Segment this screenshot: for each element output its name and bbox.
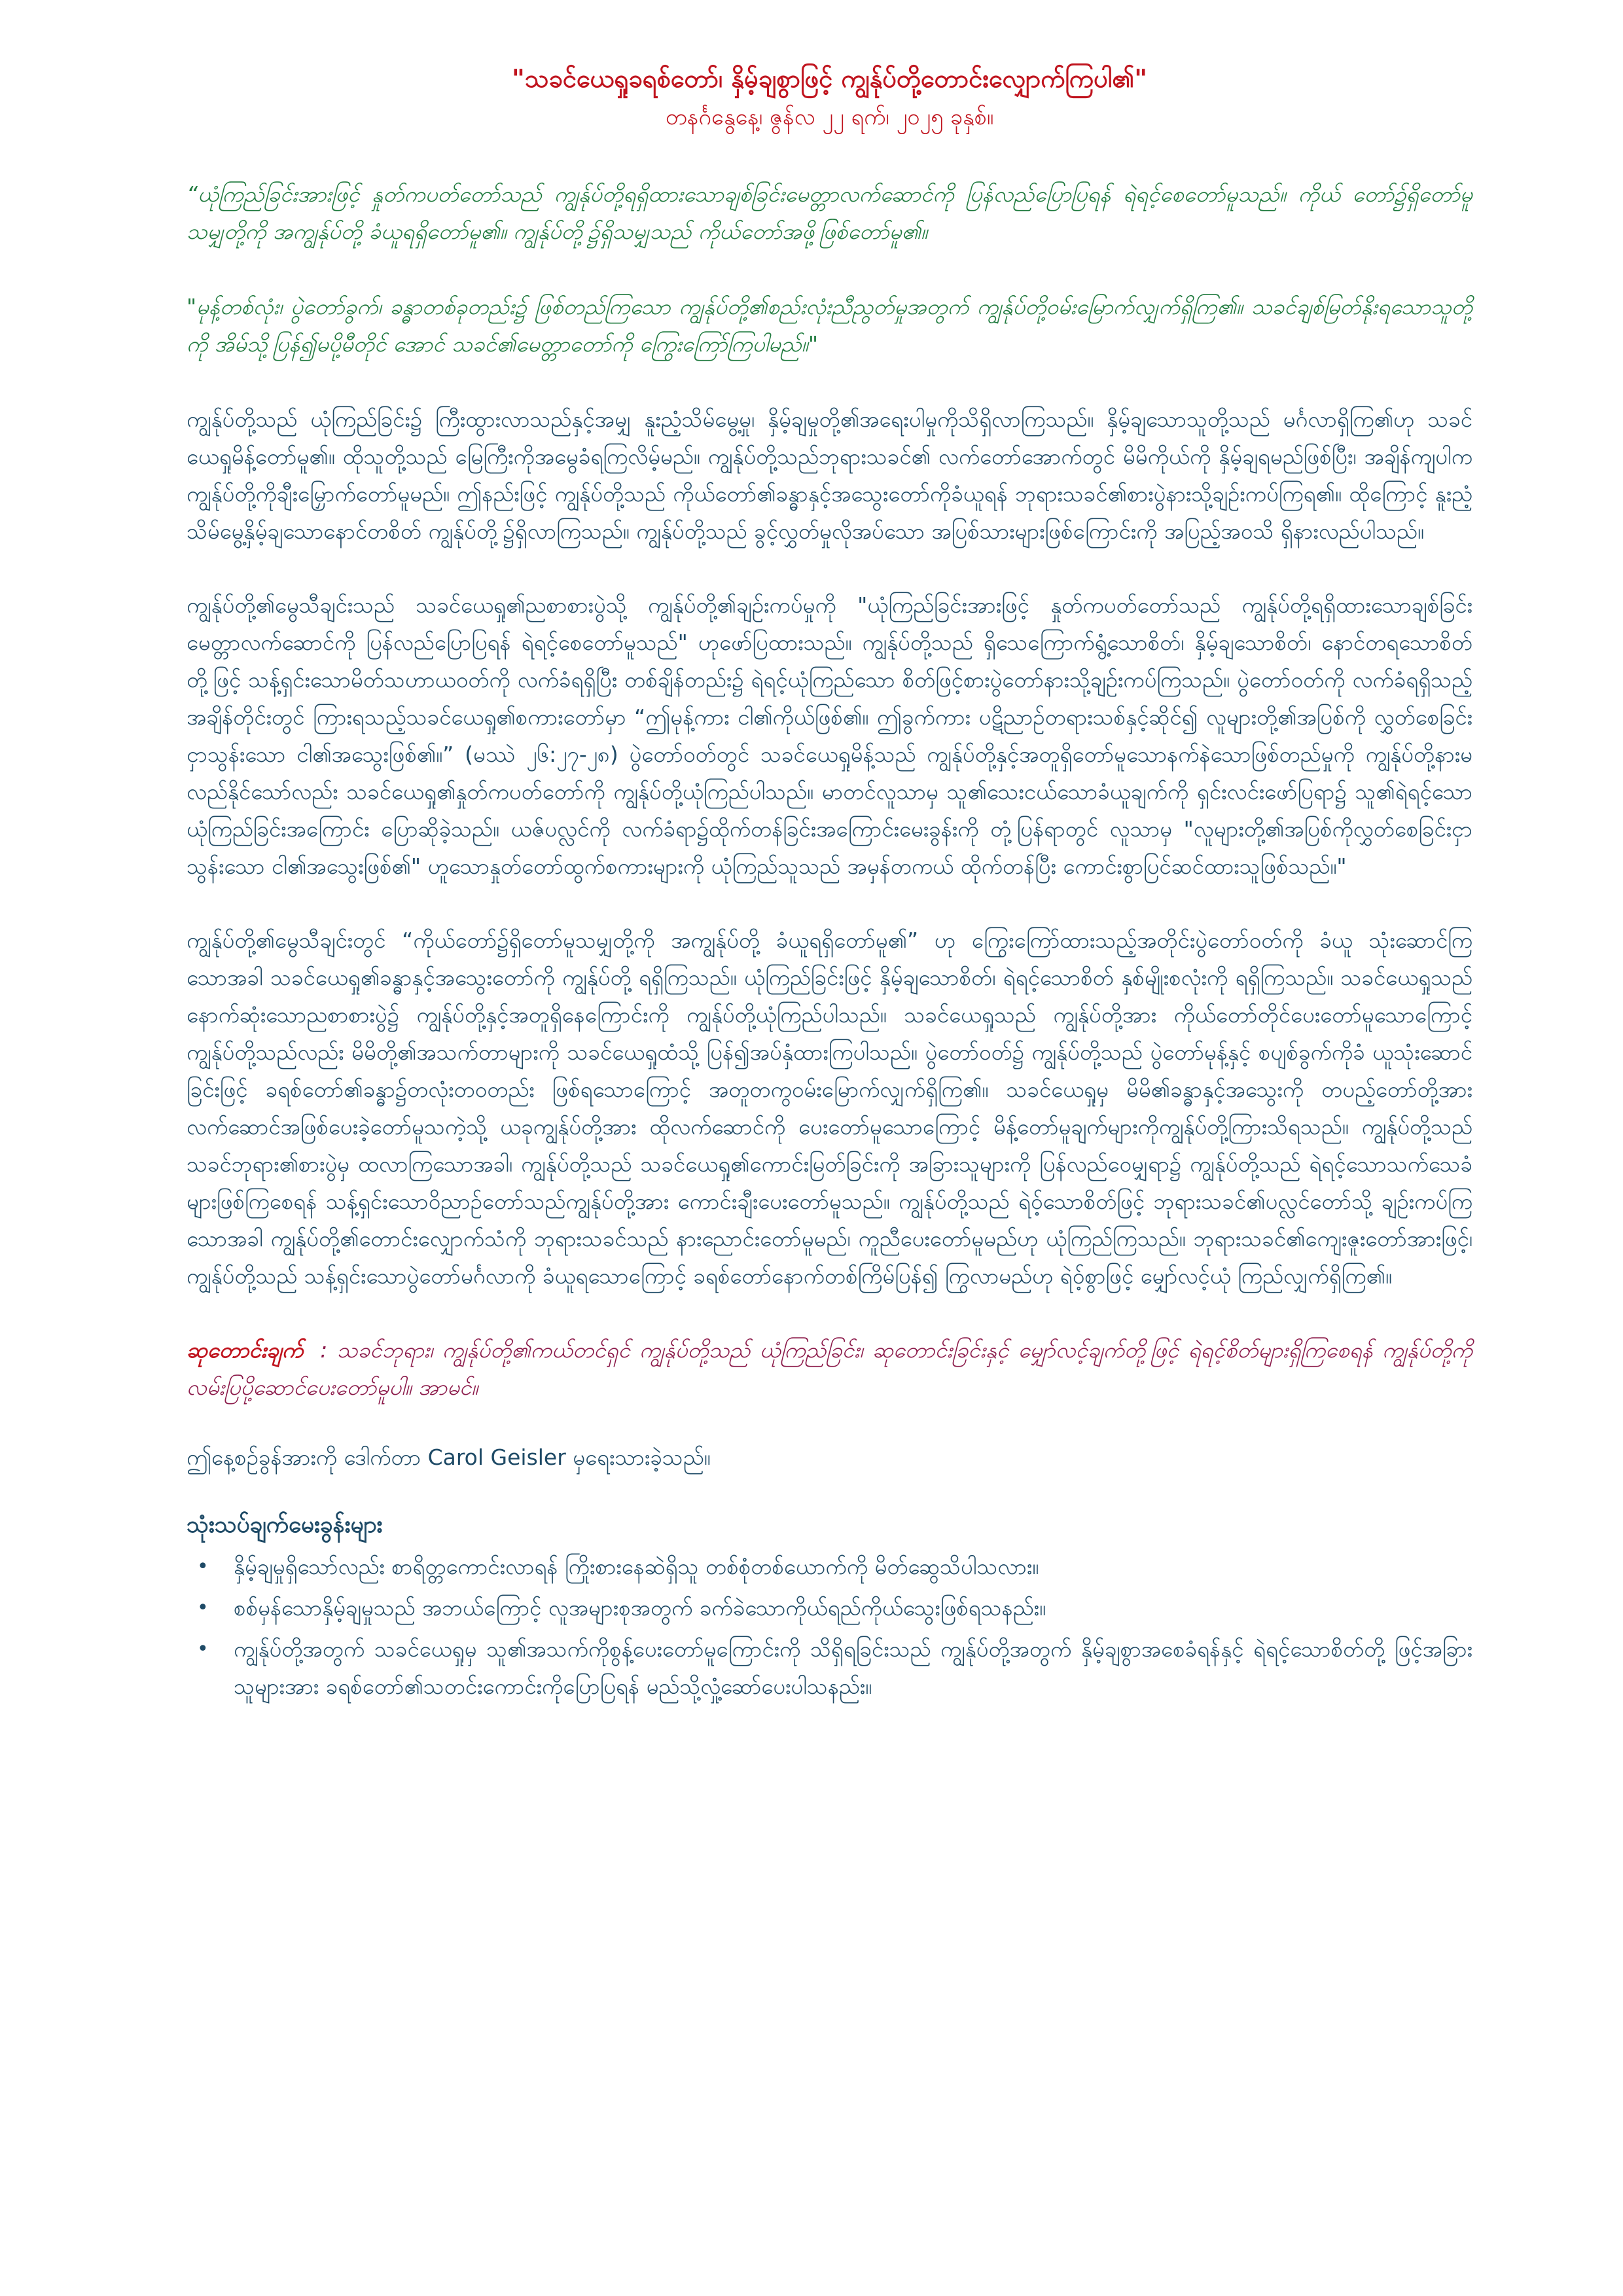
question-text: စစ်မှန်သောနှိမ့်ချမှုသည် အဘယ်ကြောင့် လူအများစုအတွက် ခက်ခဲသောကိုယ်ရည်ကိုယ်သွေးဖြစ်ရသနည်း။ bbox=[234, 1595, 1046, 1621]
bullet-icon: • bbox=[197, 1555, 209, 1578]
body-paragraph: ကျွန်ုပ်တို့သည် ယုံကြည်ခြင်း၌ ကြီးထွားလာသည်နှင့်အမျှ နူးညံ့သိမ်မွေ့မှု၊ နှိမ့်ချမှုတို့၏အရေးပါမှုကိုသိရှိလာကြသည်။ နှိမ့်ချသောသူတို့သည် မင်္ဂလာရှိကြ၏ဟု သခင်ယေရှုမိန့်တော်မူ၏။ ထိုသူတို့သည် မြေကြီးကိုအမွေခံရကြလိမ့်မည်။ ကျွန်ုပ်တို့သည်ဘုရားသခင်၏ လက်တော်အောက်တွင် မိမိကိုယ်ကို နှိမ့်ချရမည်ဖြစ်ပြီး၊ အချိန်ကျပါက ကျွန်ုပ်တို့ကိုချီးမြှောက်တော်မူမည်။ ဤနည်းဖြင့် ကျွန်ုပ်တို့သည် ကိုယ်တော်၏ခန္ဓာနှင့်အသွေးတော်ကိုခံယူရန် ဘုရားသခင်၏စားပွဲနားသို့ချဉ်းကပ်ကြရ၏။ ထိုကြောင့် နူးညံ့သိမ်မွေ့နှိမ့်ချသောနောင်တစိတ် ကျွန်ုပ်တို့၌ရှိလာကြသည်။ ကျွန်ုပ်တို့သည် ခွင့်လွှတ်မှုလိုအပ်သော အပြစ်သားများဖြစ်ကြောင်းကို အပြည့်အဝသိ ရှိနားလည်ပါသည်။ bbox=[187, 406, 1472, 544]
page-title: "သခင်ယေရှုခရစ်တော်၊ နှိမ့်ချစွာဖြင့် ကျွန်ုပ်တို့တောင်းလျှောက်ကြပါ၏" bbox=[511, 64, 1147, 93]
list-item bbox=[197, 1589, 1472, 1626]
questions-heading: သုံးသပ်ချက်မေးခွန်းများ bbox=[187, 1512, 383, 1538]
devotion-date: တနင်္ဂနွေနေ့၊ ဇွန်လ ၂၂ ရက်၊ ၂၀၂၅ ခုနှစ်။ bbox=[665, 104, 994, 130]
list-item bbox=[197, 1630, 1472, 1705]
bullet-icon: • bbox=[197, 1596, 209, 1619]
hymn-quote: "မုန့်တစ်လုံး၊ ပွဲတော်ခွက်၊ ခန္ဓာတစ်ခုတည်း၌ ဖြစ်တည်ကြသော ကျွန်ုပ်တို့၏စည်းလုံးညီညွတ်မှုအတွက် ကျွန်ုပ်တို့ဝမ်းမြောက်လျှက်ရှိကြ၏။ သခင်ချစ်မြတ်နိုးရသောသူတို့ကို အိမ်သို့ပြန်၍မပို့မီတိုင် အောင် သခင်၏မေတ္တာတော်ကို ကြွေးကြော်ကြပါမည်။" bbox=[187, 294, 1472, 357]
prayer-text: : သခင်ဘုရား၊ ကျွန်ုပ်တို့၏ကယ်တင်ရှင် ကျွန်ုပ်တို့သည် ယုံကြည်ခြင်း၊ ဆုတောင်းခြင်းနှင့် မျှော်လင့်ချက်တို့ဖြင့် ရဲရင့်စိတ်များရှိကြစေရန် ကျွန်ုပ်တို့ကို လမ်းပြပို့ဆောင်ပေးတော်မူပါ။ အာမင်။ bbox=[187, 1337, 1472, 1400]
body-paragraph: ကျွန်ုပ်တို့၏မွေသီချင်းတွင် “ကိုယ်တော်၌ရှိတော်မူသမျှတို့ကို အကျွန်ုပ်တို့ ခံယူရရှိတော်မူ၏” ဟု ကြွေးကြော်ထားသည့်အတိုင်းပွဲတော်ဝတ်ကို ခံယူ သုံးဆောင်ကြသောအခါ သခင်ယေရှု၏ခန္ဓာနှင့်အသွေးတော်ကို ကျွန်ုပ်တို့ ရရှိကြသည်။ ယုံကြည်ခြင်းဖြင့် နှိမ့်ချသောစိတ်၊ ရဲရင့်သောစိတ် နှစ်မျိုးစလုံးကို ရရှိကြသည်။ သခင်ယေရှုသည် နောက်ဆုံးသောညစာစားပွဲ၌ ကျွန်ုပ်တို့နှင့်အတူရှိနေကြောင်းကို ကျွန်ုပ်တို့ယုံကြည်ပါသည်။ သခင်ယေရှုသည် ကျွန်ုပ်တို့အား ကိုယ်တော်တိုင်ပေးတော်မူသောကြောင့် ကျွန်ုပ်တို့သည်လည်း မိမိတို့၏အသက်တာများကို သခင်ယေရှုထံသို့ ပြန်၍အပ်နှံထားကြပါသည်။ ပွဲတော်ဝတ်၌ ကျွန်ုပ်တို့သည် ပွဲတော်မုန့်နှင့် စပျစ်ခွက်ကိုခံ ယူသုံးဆောင်ခြင်းဖြင့် ခရစ်တော်၏ခန္ဓာ၌တလုံးတဝတည်း ဖြစ်ရသောကြောင့် အတူတကွဝမ်းမြောက်လျှက်ရှိကြ၏။ သခင်ယေရှုမှ မိမိ၏ခန္ဓာနှင့်အသွေးကို တပည့်တော်တို့အား လက်ဆောင်အဖြစ်ပေးခဲ့တော်မူသကဲ့သို့ ယခုကျွန်ုပ်တို့အား ထိုလက်ဆောင်ကို ပေးတော်မူသောကြောင့် မိန့်တော်မူချက်များကိုကျွန်ုပ်တို့ကြားသိရသည်။ ကျွန်ုပ်တို့သည် သခင်ဘုရား၏စားပွဲမှ ထလာကြသောအခါ၊ ကျွန်ုပ်တို့သည် သခင်ယေရှု၏ကောင်းမြတ်ခြင်းကို အခြားသူများကို ပြန်လည်ဝေမျှရာ၌ ကျွန်ုပ်တို့သည် ရဲရင့်သောသက်သေခံများဖြစ်ကြစေရန် သန့်ရှင်းသောဝိညာဉ်တော်သည်ကျွန်ုပ်တို့အား ကောင်းချီးပေးတော်မူသည်။ ကျွန်ုပ်တို့သည် ရဲ၀့်သောစိတ်ဖြင့် ဘုရားသခင်၏ပလ္လင်တော်သို့ ချဉ်းကပ်ကြသောအခါ ကျွန်ုပ်တို့၏တောင်းလျှောက်သံကို ဘုရားသခင်သည် နားညောင်းတော်မူမည်၊ ကူညီပေးတော်မူမည်ဟု ယုံကြည်ကြသည်။ ဘုရားသခင်၏ကျေးဇူးတော်အားဖြင့်၊ ကျွန်ုပ်တို့သည် သန့်ရှင်းသောပွဲတော်မင်္ဂလာကို ခံယူရသောကြောင့် ခရစ်တော်နောက်တစ်ကြိမ်ပြန်၍ ကြွလာမည်ဟု ရဲ၀့်စွာဖြင့် မျှော်လင့်ယုံ ကြည်လျှက်ရှိကြ၏။ bbox=[187, 927, 1472, 1289]
bullet-icon: • bbox=[197, 1638, 209, 1660]
author-credit: ဤနေ့စဉ်ခွန်အားကို ဒေါက်တာ Carol Geisler မှရေးသားခဲ့သည်။ bbox=[187, 1444, 711, 1470]
list-item bbox=[197, 1548, 1472, 1585]
hymn-quote: “ယုံကြည်ခြင်းအားဖြင့် နှုတ်ကပတ်တော်သည် ကျွန်ုပ်တို့ရရှိထားသောချစ်ခြင်းမေတ္တာလက်ဆောင်ကို ပြန်လည်ပြောပြရန် ရဲရင့်စေတော်မူသည်။ ကိုယ် တော်၌ရှိတော်မူသမျှတို့ကို အကျွန်ုပ်တို့ ခံယူရရှိတော်မူ၏။ ကျွန်ုပ်တို့၌ရှိသမျှသည် ကိုယ်တော်အဖို့ဖြစ်တော်မူ၏။ bbox=[187, 181, 1472, 244]
prayer-block bbox=[187, 1331, 1472, 1406]
question-text: နှိမ့်ချမှုရှိသော်လည်း စာရိတ္တကောင်းလာရန် ကြိုးစားနေဆဲရှိသူ တစ်စုံတစ်ယောက်ကို မိတ်ဆွေသိပါသလား။ bbox=[234, 1554, 1039, 1579]
prayer-label: ဆုတောင်းချက် bbox=[187, 1337, 304, 1363]
questions-list bbox=[187, 1548, 1472, 1705]
body-paragraph: ကျွန်ုပ်တို့၏မွေသီချင်းသည် သခင်ယေရှု၏ညစာစားပွဲသို့ ကျွန်ုပ်တို့၏ချဉ်းကပ်မှုကို "ယုံကြည်ခြင်းအားဖြင့် နှုတ်ကပတ်တော်သည် ကျွန်ုပ်တို့ရရှိထားသောချစ်ခြင်းမေတ္တာလက်ဆောင်ကို ပြန်လည်ပြောပြရန် ရဲရင့်စေတော်မူသည်" ဟုဖော်ပြထားသည်။ ကျွန်ုပ်တို့သည် ရှိသေကြောက်ရွံ့သောစိတ်၊ နှိမ့်ချသောစိတ်၊ နောင်တရသောစိတ်တို့ဖြင့် သန့်ရှင်းသောမိတ်သဟာယဝတ်ကို လက်ခံရရှိပြီး တစ်ချိန်တည်း၌ ရဲရင့်ယုံကြည်သော စိတ်ဖြင့်စားပွဲတော်နားသို့ချဉ်းကပ်ကြသည်။ ပွဲတော်ဝတ်ကို လက်ခံရရှိသည့်အချိန်တိုင်းတွင် ကြားရသည့်သခင်ယေရှု၏စကားတော်မှာ “ဤမုန့်ကား ငါ၏ကိုယ်ဖြစ်၏။ ဤခွက်ကား ပဋိညာဉ်တရားသစ်နှင့်ဆိုင်၍ လူများတို့၏အပြစ်ကို လွှတ်စေခြင်းငှာသွန်းသော ငါ၏အသွေးဖြစ်၏။” (မဿဲ ၂၆:၂၇-၂၈) ပွဲတော်ဝတ်တွင် သခင်ယေရှုမိန့်သည် ကျွန်ုပ်တို့နှင့်အတူရှိတော်မူသောနက်နဲသောဖြစ်တည်မှုကို ကျွန်ုပ်တို့နားမလည်နိုင်သော်လည်း သခင်ယေရှု၏နှုတ်ကပတ်တော်ကို ကျွန်ုပ်တို့ယုံကြည်ပါသည်။ မာတင်လူသာမှ သူ၏သေးငယ်သောခံယူချက်ကို ရှင်းလင်းဖော်ပြရာ၌ သူ၏ရဲရင့်သော ယုံကြည်ခြင်းအကြောင်း ပြောဆိုခဲ့သည်။ ယဇ်ပလ္လင်ကို လက်ခံရာ၌ထိုက်တန်ခြင်းအကြောင်းမေးခွန်းကို တုံ့ပြန်ရာတွင် လူသာမှ "လူများတို့၏အပြစ်ကိုလွှတ်စေခြင်းငှာ သွန်းသော ငါ၏အသွေးဖြစ်၏" ဟူသောနှုတ်တော်ထွက်စကားများကို ယုံကြည်သူသည် အမှန်တကယ် ထိုက်တန်ပြီး ကောင်းစွာပြင်ဆင်ထားသူဖြစ်သည်။" bbox=[187, 592, 1472, 879]
question-text: ကျွန်ုပ်တို့အတွက် သခင်ယေရှုမှ သူ၏အသက်ကိုစွန့်ပေးတော်မူကြောင်းကို သိရှိရခြင်းသည် ကျွန်ုပ်တို့အတွက် နှိမ့်ချစွာအစေခံရန်နှင့် ရဲရင့်သောစိတ်တို့ ဖြင့်အခြားသူများအား ခရစ်တော်၏သတင်းကောင်းကိုပြောပြရန် မည်သို့လှုံ့ဆော်ပေးပါသနည်း။ bbox=[234, 1636, 1472, 1699]
